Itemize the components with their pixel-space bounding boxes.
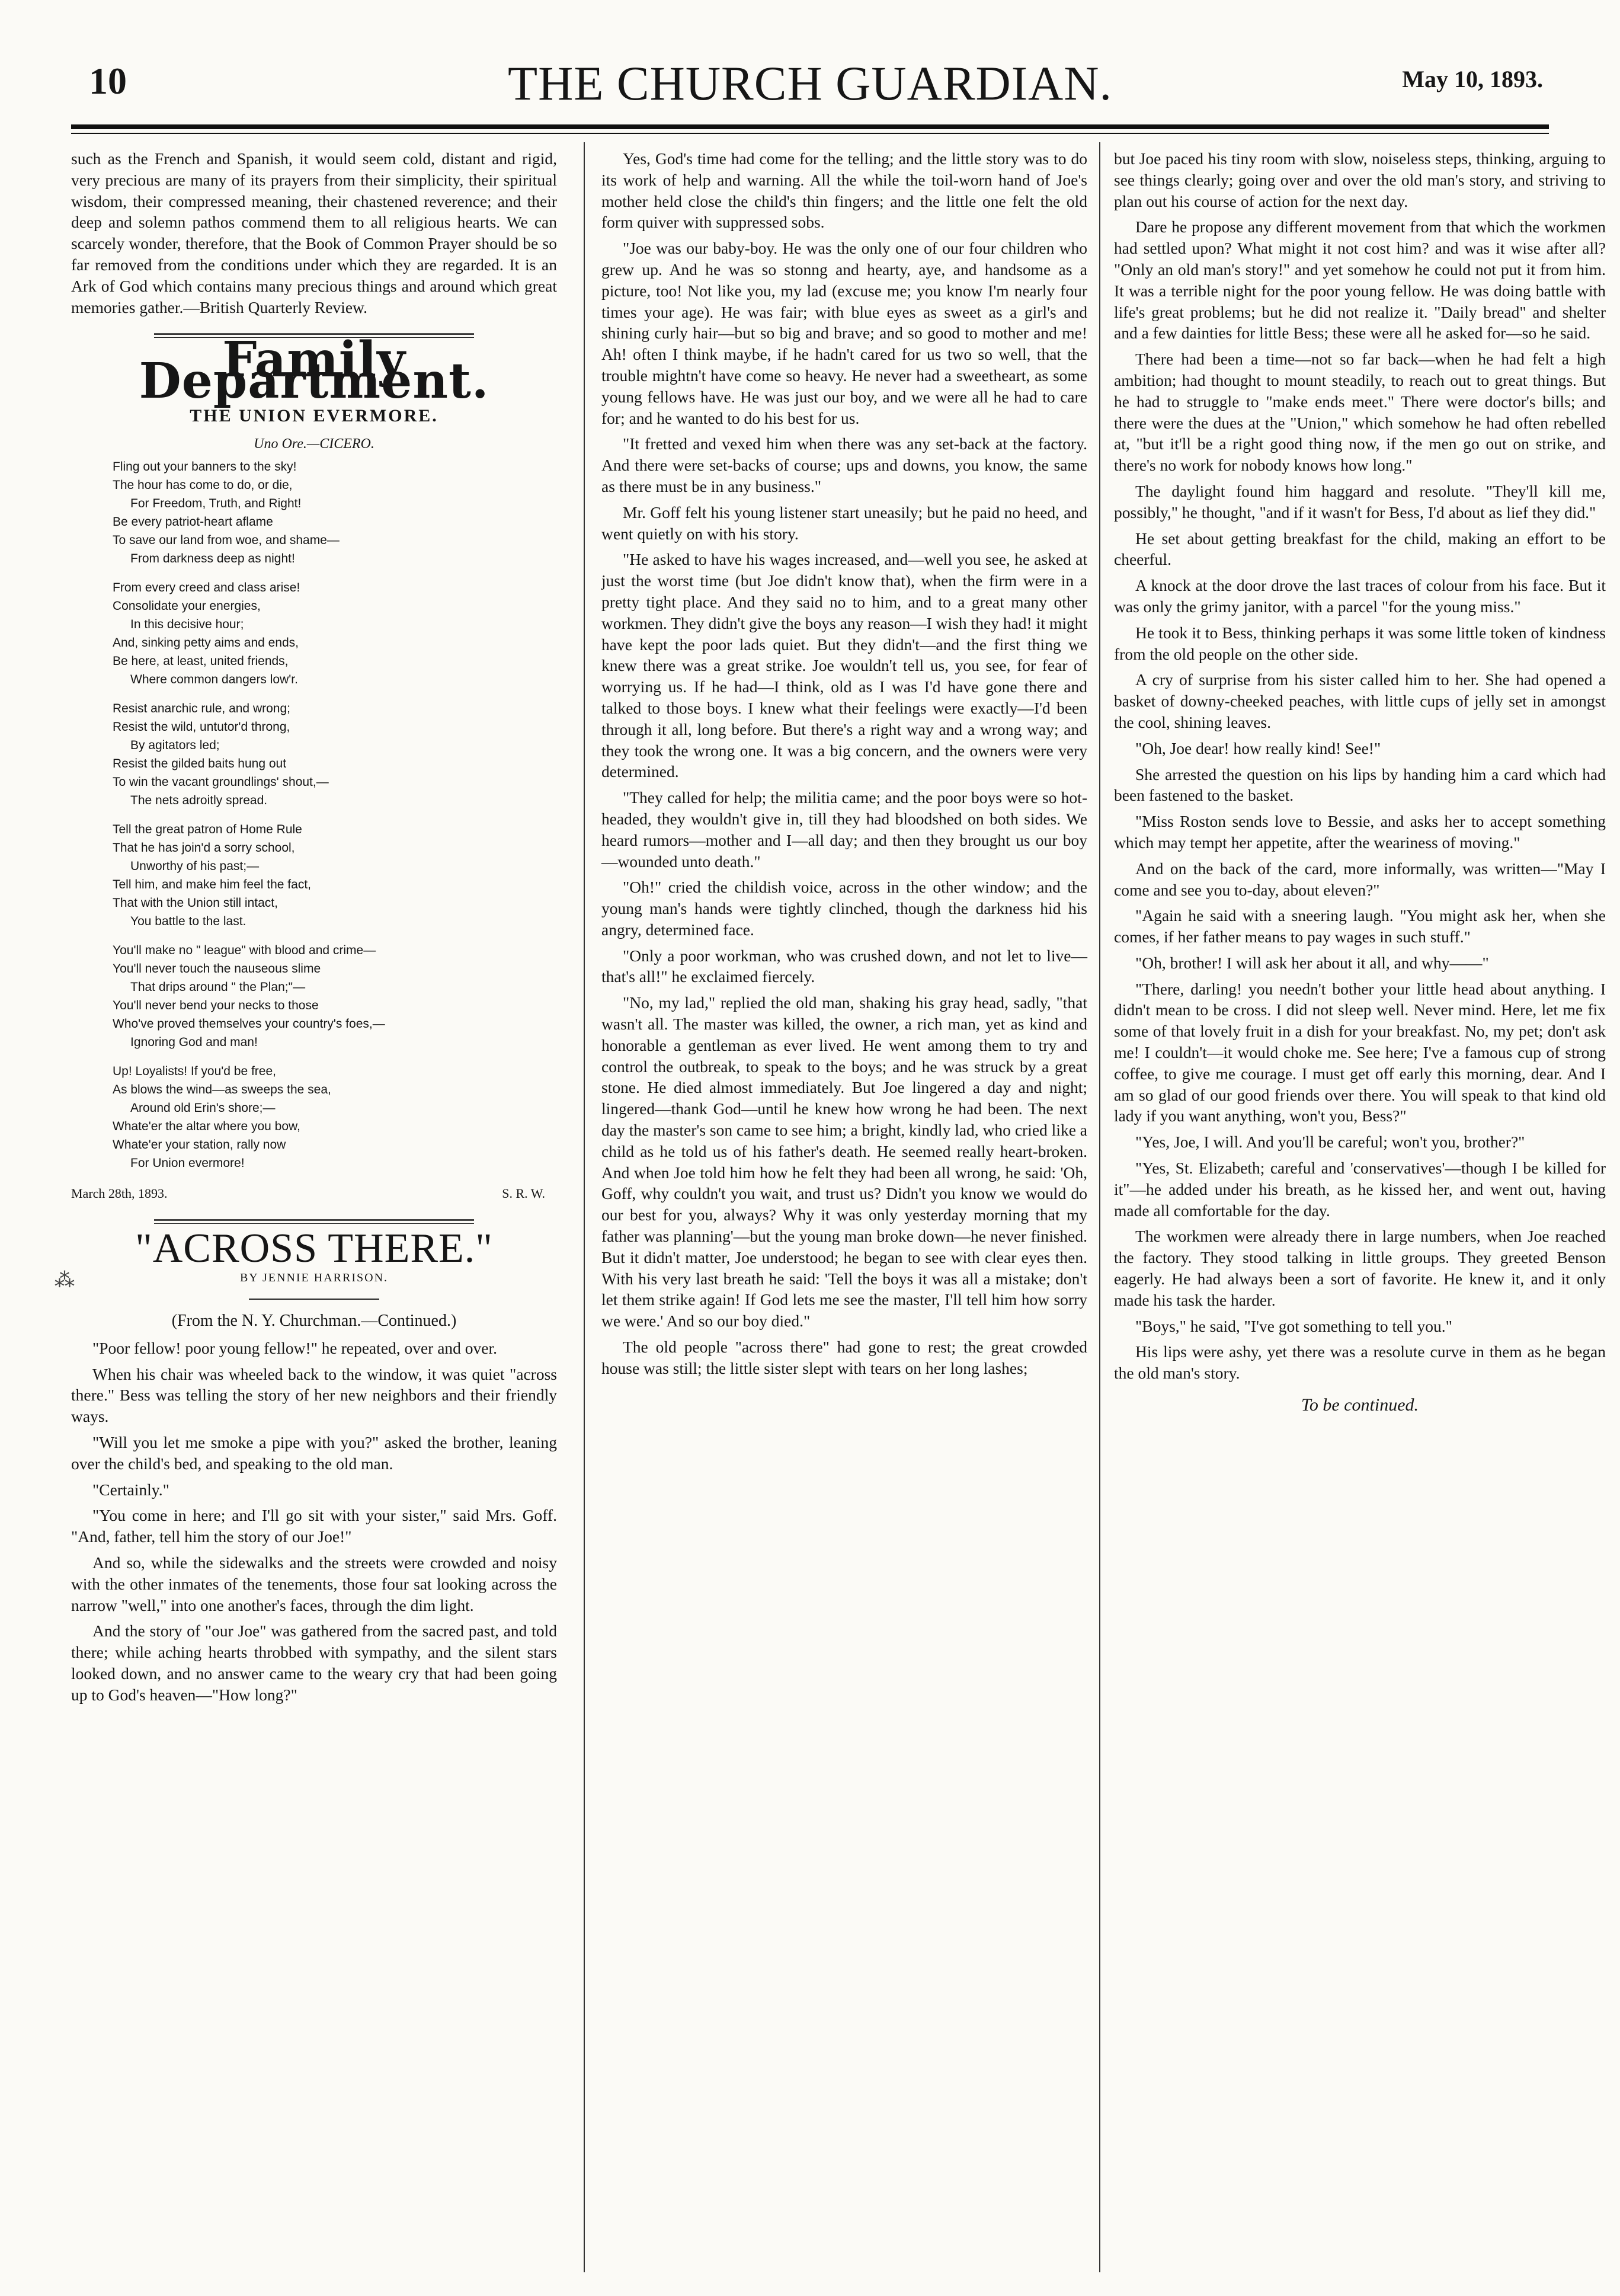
- poem-line: The nets adroitly spread.: [130, 793, 268, 807]
- column-1: [71, 148, 557, 1710]
- story-paragraph: When his chair was wheeled back to the window, it was quiet "across there." Bess was telling the story of her new neighbors and their friendly ways.: [71, 1364, 557, 1426]
- story-paragraph: The old people "across there" had gone to rest; the great crowded house was still; the little sister slept with tears on her long lashes;: [601, 1338, 1087, 1377]
- poem-line: The hour has come to do, or die,: [113, 478, 293, 492]
- story-paragraph: The workmen were already there in large numbers, when Joe reached the factory. They stood talking in little groups. They greeted Benson eagerly. He had always been a sort of favorite. He knew it, and it only made his task the harder.: [1114, 1227, 1606, 1309]
- story-paragraph: "Yes, St. Elizabeth; careful and 'conservatives'—though I be killed for it"—he added under his breath, as he kissed her, and went out, having made all comfortable for the day.: [1114, 1159, 1606, 1220]
- story-paragraph: "Oh, Joe dear! how really kind! See!": [1135, 738, 1381, 757]
- story-paragraph: "No, my lad," replied the old man, shaking his gray head, sadly, "that wasn't all. The master was killed, the owner, a rich man, yet as kind and honorable a gentleman as ever lived. He went among them to try and control the outbreak, to speak to the boys; and he was struck by a great stone. He died almost immediately. But Joe lingered a day and night; lingered—thank God—until he knew how wrong he had been. The next day the master's son came to see him; a bright, kindly lad, who cried like a child as he told us of his father's death. He seemed really heart-broken. And when Joe told him how he felt they had been all wrong, he said: 'Oh, Goff, why couldn't you wait, and trust us? Didn't you know we would do our best for you, always? Why it was only yesterday morning that my father was planning'—but the young man broke down—he never finished. But it didn't matter, Joe understood; he began to see with clear eyes then. With his very last breath he said: 'Tell the boys it was all a mistake; don't let them strike again! If God lets me see the master, I'll tell him how sorry we were.' And so our boy died.": [601, 993, 1087, 1331]
- poem-title: THE UNION EVERMORE.: [190, 405, 438, 426]
- poem-line: You battle to the last.: [130, 914, 246, 928]
- poem-line: That drips around " the Plan;"—: [130, 980, 306, 994]
- story-paragraph: "Only a poor workman, who was crushed down, and not let to live—that's all!" he exclaimed fiercely.: [601, 946, 1087, 986]
- poem-line: Resist anarchic rule, and wrong;: [113, 701, 290, 715]
- story-paragraph: He set about getting breakfast for the child, making an effort to be cheerful.: [1114, 529, 1606, 569]
- poem-line: By agitators led;: [130, 738, 220, 752]
- poem-line: Consolidate your energies,: [113, 599, 261, 613]
- story-paragraph: His lips were ashy, yet there was a resolute curve in them as he began the old man's story.: [1114, 1342, 1606, 1383]
- poem-signature: S. R. W.: [502, 1185, 545, 1201]
- column-3: [1114, 148, 1606, 1416]
- poem-attribution: Uno Ore.—CICERO.: [254, 436, 374, 452]
- poem-line: In this decisive hour;: [130, 617, 244, 631]
- story-paragraph: "He asked to have his wages increased, and—well you see, he asked at just the worst time (but Joe didn't know that), when the firm were in a pretty tight place. And they said no to him, and to a great many other workmen. They didn't give the boys any reason—I wish they had! it might have kept the poor lads quiet. But they didn't—and the first thing we knew there was a great strike. Joe wouldn't tell us, you see, for fear of worrying us. If he had—I think, old as I was I'd have gone there and talked to those boys. I knew what their feelings were exactly—I'd been through it all, long before. But there's a right way and a wrong way; and they took the wrong one. It was a big concern, and the owners were very determined.: [601, 550, 1087, 781]
- issue-date: May 10, 1893.: [1402, 66, 1543, 92]
- story-paragraph: "Boys," he said, "I've got something to tell you.": [1135, 1316, 1452, 1335]
- column-2: [601, 148, 1087, 1384]
- story-paragraph: "Joe was our baby-boy. He was the only one of our four children who grew up. And he was so stonng and hearty, aye, and handsome as a picture, too! Not like you, my lad (excuse me; you know I'm nearly four times your age). He was fair; with blue eyes as sweet as a girl's and shining curly hair—but so big and brave; and so good to mother and me! Ah! often I think maybe, if he hadn't cared for us two so well, that the trouble mightn't have come so heavy. He never had a sweetheart, as some young fellows have. He was just our boy, and we were all he had to care for; and he wanted to do his best for us.: [601, 239, 1087, 427]
- poem-footer: [71, 1183, 557, 1204]
- story-paragraph: "There, darling! you needn't bother your little head about anything. I didn't mean to be cross. I did not sleep well. Never mind. Here, let me fix some of that lovely fruit in a dish for your breakfast. No, my pet; don't ask me! I couldn't—it would choke me. See here; I've a famous cup of strong coffee, to give me courage. I must get off early this morning, dear. And I am so glad of our good friends over there. You will speak to that kind old lady if you want anything, won't you, Bess?": [1114, 979, 1606, 1125]
- poem-line: And, sinking petty aims and ends,: [113, 635, 299, 650]
- story-source: (From the N. Y. Churchman.—Continued.): [171, 1311, 457, 1330]
- to-be-continued: To be continued.: [1301, 1395, 1419, 1415]
- story-paragraph: but Joe paced his tiny room with slow, noiseless steps, thinking, arguing to see things clearly; going over and over the old man's story, and striving to plan out his course of action for the next day.: [1114, 149, 1606, 210]
- story-paragraph: "Poor fellow! poor young fellow!" he repeated, over and over.: [92, 1338, 498, 1357]
- poem-line: You'll never bend your necks to those: [113, 998, 319, 1012]
- story-paragraph: "Again he said with a sneering laugh. "You might ask her, when she comes, if her father means to pay wages in such stuff.": [1114, 906, 1606, 946]
- byline-rule: [249, 1299, 379, 1300]
- poem-line: Resist the gilded baits hung out: [113, 756, 287, 770]
- story-paragraph: "It fretted and vexed him when there was any set-back at the factory. And there were set-backs of course; ups and downs, you know, the same as there must be in any business.": [601, 434, 1087, 495]
- story-paragraph: And the story of "our Joe" was gathered from the sacred past, and told there; while aching hearts throbbed with sympathy, and the silent stars looked down, and no answer came to the weary cry that had been going up to God's heaven—"How long?": [71, 1622, 557, 1704]
- poem-line: From darkness deep as night!: [130, 551, 295, 565]
- story-paragraph: "Certainly.": [92, 1480, 169, 1499]
- poem-line: As blows the wind—as sweeps the sea,: [113, 1082, 331, 1096]
- poem-line: Whate'er your station, rally now: [113, 1137, 286, 1152]
- poem-line: From every creed and class arise!: [113, 580, 300, 594]
- column-divider: [584, 142, 585, 2272]
- page-header: [71, 47, 1549, 119]
- story-paragraph: Yes, God's time had come for the telling; and the little story was to do its work of help and warning. All the while the toil-worn hand of Joe's mother held close the child's thin fingers; and the little one felt the old form quiver with suppressed sobs.: [601, 149, 1087, 232]
- poem-line: Tell the great patron of Home Rule: [113, 822, 302, 836]
- prayer-book-paragraph: such as the French and Spanish, it would seem cold, distant and rigid, very precious are many of its prayers from their simplicity, their spiritual wisdom, their compressed meaning, their chastened reverence; and their deep and solemn pathos commend them to all religious hearts. We can scarcely wonder, therefore, that the Book of Common Prayer should be so far removed from the conditions under which they are regarded. It is an Ark of God which contains many precious things and around which great memories gather.—British Quarterly Review.: [71, 149, 557, 316]
- story-paragraph: She arrested the question on his lips by handing him a card which had been fastened to the basket.: [1114, 765, 1606, 805]
- poem-date: March 28th, 1893.: [71, 1185, 168, 1201]
- poem-line: Ignoring God and man!: [130, 1035, 258, 1049]
- story-paragraph: Mr. Goff felt his young listener start uneasily; but he paid no heed, and went quietly on with his story.: [601, 503, 1087, 543]
- page-number: 10: [89, 60, 127, 102]
- ink-smudge-mark: ⁂: [55, 1269, 75, 1291]
- story-paragraph: Dare he propose any different movement from that which the workmen had settled upon? What might it not cost him? and was it wise after all? "Only an old man's story!" and yet somehow he could not put it from him. It was a terrible night for the poor young fellow. He was doing battle with life's great problems; but he did not realize it. "Daily bread" and shelter and a few dainties for little Bess; these were all he asked for—so he said.: [1114, 218, 1606, 343]
- poem-line: For Freedom, Truth, and Right!: [130, 496, 302, 510]
- story-paragraph: "Oh!" cried the childish voice, across in the other window; and the young man's hands were tightly clinched, though the darkness hid his angry, determined face.: [601, 878, 1087, 939]
- story-paragraph: He took it to Bess, thinking perhaps it was some little token of kindness from the old people on the other side.: [1114, 623, 1606, 663]
- poem-line: Unworthy of his past;—: [130, 859, 260, 873]
- poem-body: [71, 458, 557, 1172]
- poem-line: Tell him, and make him feel the fact,: [113, 877, 311, 891]
- poem-line: Be every patriot-heart aflame: [113, 514, 273, 529]
- story-byline: BY JENNIE HARRISON.: [239, 1271, 389, 1285]
- poem-line: You'll make no " league" with blood and crime—: [113, 943, 376, 957]
- story-paragraph: "Yes, Joe, I will. And you'll be careful; won't you, brother?": [1135, 1133, 1525, 1152]
- poem-line: To win the vacant groundlings' shout,—: [113, 775, 329, 789]
- story-paragraph: "Oh, brother! I will ask her about it all, and why——": [1135, 953, 1489, 972]
- poem-line: Who've proved themselves your country's foes,—: [113, 1016, 385, 1031]
- poem-line: That he has join'd a sorry school,: [113, 840, 295, 855]
- story-paragraph: "They called for help; the militia came; and the poor boys were so hot-headed, they wouldn't give in, till they had bloodshed on both sides. We heard rumors—mother and I—all day; and then they brought us our boy—wounded unto death.": [601, 788, 1087, 871]
- story-paragraph: "Will you let me smoke a pipe with you?" asked the brother, leaning over the child's bed, and speaking to the old man.: [71, 1432, 557, 1473]
- column-divider: [1099, 142, 1100, 2272]
- poem-stanza: [113, 458, 557, 568]
- poem-stanza: [113, 699, 557, 810]
- masthead-title: THE CHURCH GUARDIAN.: [508, 56, 1112, 110]
- poem-line: Fling out your banners to the sky!: [113, 459, 297, 474]
- poem-stanza: [113, 941, 557, 1051]
- story-paragraph: There had been a time—not so far back—when he had felt a high ambition; had thought to mount steadily, to reach out to great things. But he had to struggle to "make ends meet." There were doctor's bills; and there were the dues at the "Union," which somehow he had often rebelled at, "but it'll be a right good thing now, if the men go out on strike, and there's no work for nobody knows how long.": [1114, 350, 1606, 475]
- poem-line: That with the Union still intact,: [113, 896, 278, 910]
- story-paragraph: A cry of surprise from his sister called him to her. She had opened a basket of downy-cheeked peaches, with little cups of jelly set in amongst the cool, shining leaves.: [1114, 670, 1606, 731]
- poem-line: Whate'er the altar where you bow,: [113, 1119, 300, 1133]
- story-paragraph: "Miss Roston sends love to Bessie, and asks her to accept something which may tempt her appetite, after the weariness of moving.": [1114, 812, 1606, 852]
- poem-line: To save our land from woe, and shame—: [113, 533, 340, 547]
- story-paragraph: And so, while the sidewalks and the streets were crowded and noisy with the other inmates of the tenements, those four sat looking across the narrow "well," into one another's faces, through the dim light.: [71, 1553, 557, 1614]
- header-rule: [71, 124, 1549, 129]
- department-heading: Family Department.: [139, 331, 489, 410]
- poem-stanza: [113, 820, 557, 930]
- poem-line: Up! Loyalists! If you'd be free,: [113, 1064, 276, 1078]
- poem-line: Resist the wild, untutor'd throng,: [113, 720, 290, 734]
- poem-line: Around old Erin's shore;—: [130, 1101, 276, 1115]
- poem-line: You'll never touch the nauseous slime: [113, 961, 321, 976]
- story-title: "ACROSS THERE.": [135, 1226, 493, 1272]
- poem-stanza: [113, 1062, 557, 1172]
- story-paragraph: A knock at the door drove the last traces of colour from his face. But it was only the grimy janitor, with a parcel "for the young miss.": [1114, 576, 1606, 616]
- poem-stanza: [113, 578, 557, 689]
- header-rule-thin: [71, 133, 1549, 134]
- poem-line: Be here, at least, united friends,: [113, 654, 289, 668]
- story-paragraph: The daylight found him haggard and resolute. "They'll kill me, possibly," he thought, "and if it wasn't for Bess, I'd about as lief they did.": [1114, 481, 1606, 522]
- story-paragraph: "You come in here; and I'll go sit with your sister," said Mrs. Goff. "And, father, tell him the story of our Joe!": [71, 1506, 557, 1546]
- poem-line: Where common dangers low'r.: [130, 672, 298, 686]
- story-paragraph: And on the back of the card, more informally, was written—"May I come and see you to-day, about eleven?": [1114, 859, 1606, 899]
- poem-line: For Union evermore!: [130, 1156, 245, 1170]
- section-separator: [154, 1219, 474, 1224]
